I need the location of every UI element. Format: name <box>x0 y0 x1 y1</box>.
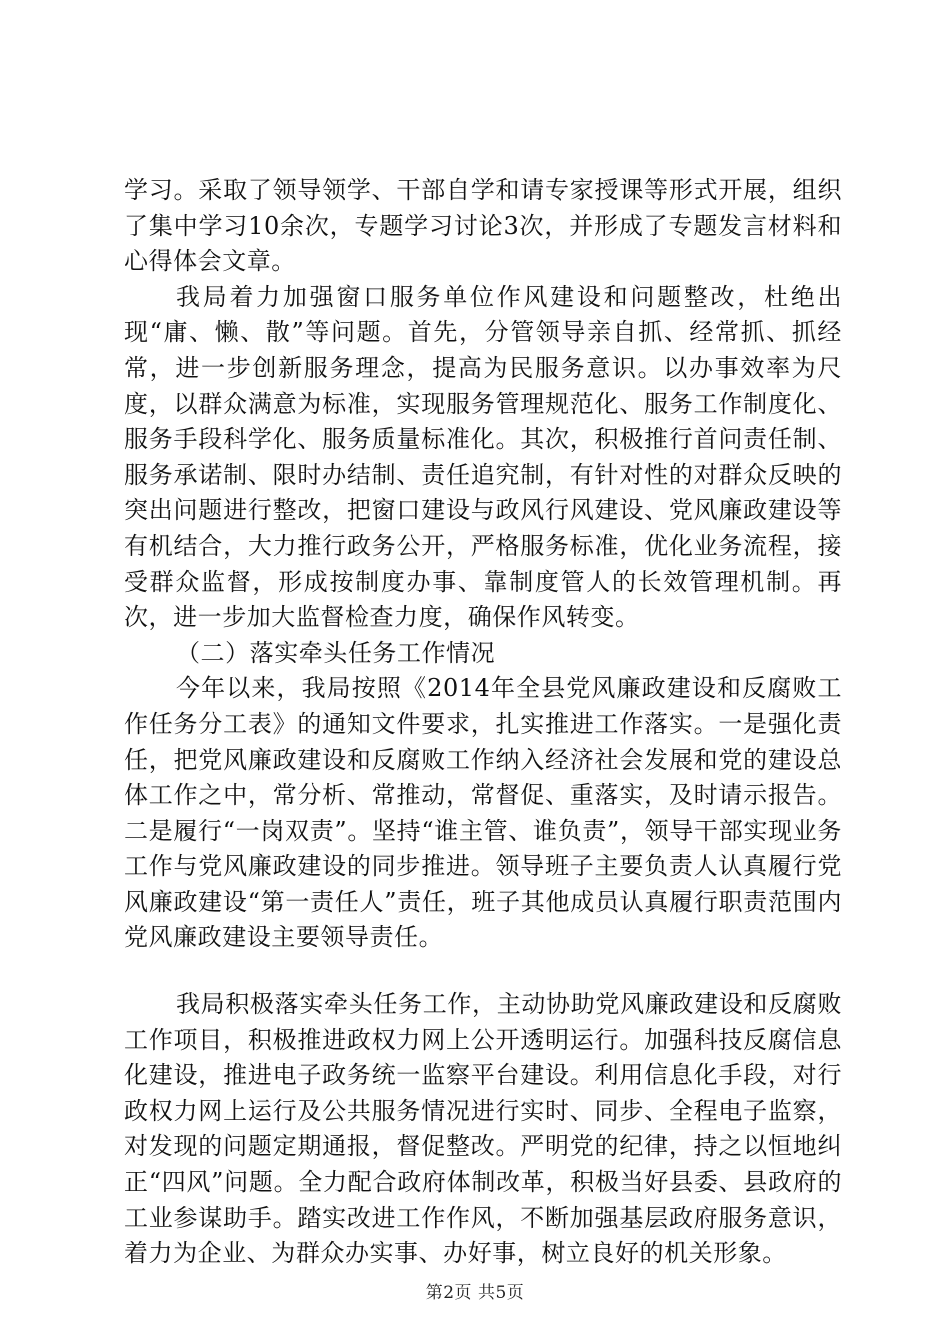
page-number-footer: 第2页 共5页 <box>425 1283 525 1303</box>
paragraph-2: 我局着力加强窗口服务单位作风建设和问题整改，杜绝出现“庸、懒、散”等问题。首先，分管领导亲自抓、经常抓、抓经常，进一步创新服务理念，提高为民服务意识。以办事效率为尺度，以群众满意为标准，实现服务管理规范化、服务工作制度化、服务手段科学化、服务质量标准化。其次，积极推行首问责任制、服务承诺制、限时办结制、责任追究制，有针对性的对群众反映的突出问题进行整改，把窗口建设与政风行风建设、党风廉政建设等有机结合，大力推行政务公开，严格服务标准，优化业务流程，接受群众监督，形成按制度办事、靠制度管人的长效管理机制。再次，进一步加大监督检查力度，确保作风转变。 <box>124 282 842 632</box>
section-heading: （二）落实牵头任务工作情况 <box>176 638 496 667</box>
paragraph-1: 学习。采取了领导领学、干部自学和请专家授课等形式开展，组织了集中学习10余次，专题学习讨论3次，并形成了专题发言材料和心得体会文章。 <box>124 176 842 276</box>
paragraph-4: 我局积极落实牵头任务工作，主动协助党风廉政建设和反腐败工作项目，积极推进政权力网上公开透明运行。加强科技反腐信息化建设，推进电子政务统一监察平台建设。利用信息化手段，对行政权力网上运行及公共服务情况进行实时、同步、全程电子监察，对发现的问题定期通报，督促整改。严明党的纪律，持之以恒地纠正“四风”问题。全力配合政府体制改革，积极当好县委、县政府的工业参谋助手。踏实改进工作作风，不断加强基层政府服务意识，着力为企业、为群众办实事、办好事，树立良好的机关形象。 <box>124 990 842 1268</box>
paragraph-3: 今年以来，我局按照《2014年全县党风廉政建设和反腐败工作任务分工表》的通知文件要求，扎实推进工作落实。一是强化责任，把党风廉政建设和反腐败工作纳入经济社会发展和党的建设总体工作之中，常分析、常推动，常督促、重落实，及时请示报告。二是履行“一岗双责”。坚持“谁主管、谁负责”，领导干部实现业务工作与党风廉政建设的同步推进。领导班子主要负责人认真履行党风廉政建设“第一责任人”责任，班子其他成员认真履行职责范围内党风廉政建设主要领导责任。 <box>124 674 842 952</box>
document-body <box>124 173 842 1272</box>
